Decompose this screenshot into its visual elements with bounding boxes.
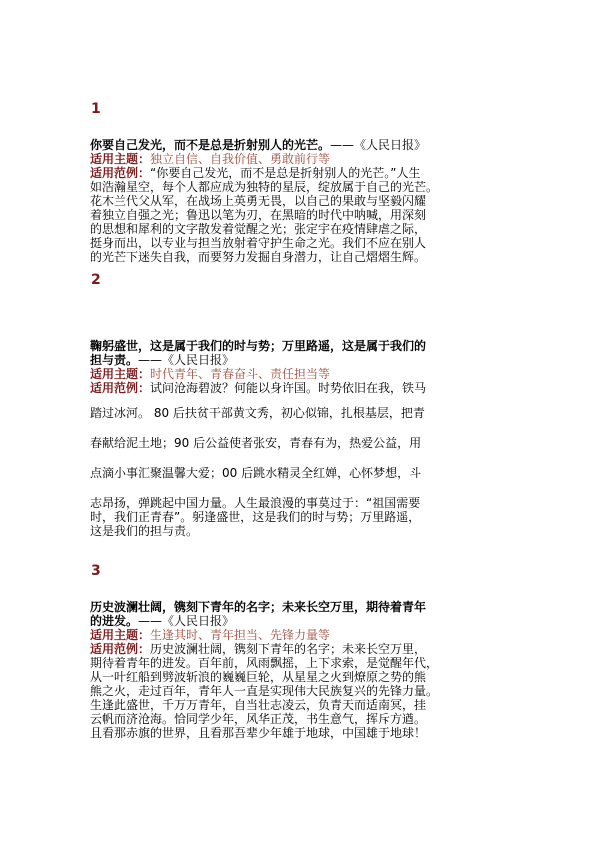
entry-number: 3 (91, 563, 101, 579)
example-line: 的光芒下迷失自我，而要努力发掘自身潜力，让自己熠熠生辉。 (90, 250, 427, 264)
quote-source: ——《人民日报》 (330, 138, 427, 152)
theme-label: 适用主题： (90, 628, 151, 642)
theme-line (90, 628, 515, 642)
example-line (90, 381, 515, 395)
example-line: 且看那赤旗的世界，且看那吾辈少年雄于地球，中国雄于地球！ (90, 726, 427, 740)
quote (90, 600, 515, 628)
quote (90, 339, 515, 367)
example-line: 挺身而出，以专业与担当放射着守护生命之光。我们不应在别人 (90, 236, 427, 250)
theme-value: 生逢其时、青年担当、先锋力量等 (150, 628, 331, 642)
theme-label: 适用主题： (90, 367, 151, 381)
entry-1 (90, 138, 515, 264)
theme-line (90, 152, 515, 166)
example-line: 期待着青年的进发。百年前，风雨飘摇，上下求索，是觉醒年代， (90, 656, 439, 670)
quote (90, 138, 515, 152)
entry-number: 2 (91, 272, 101, 288)
theme-label: 适用主题： (90, 152, 151, 166)
quote-source: ——《人民日报》 (138, 353, 235, 367)
quote-line: 鞠躬盛世，这是属于我们的时与势；万里路遥，这是属于我们的 (90, 339, 427, 353)
example-line: 如浩瀚星空，每个人都应成为独特的星辰，绽放属于自己的光芒。 (90, 180, 439, 194)
example-text: 历史波澜壮阔，镌刻下青年的名字；未来长空万里， (150, 642, 427, 656)
entry-number: 1 (91, 101, 101, 117)
example-line (90, 166, 515, 180)
quote-source: ——《人民日报》 (138, 614, 235, 628)
quote-line: 担与责。 (90, 353, 139, 367)
theme-value: 时代青年、青春奋斗、责任担当等 (150, 367, 331, 381)
example-label: 适用范例： (90, 166, 151, 180)
example-line: 花木兰代父从军，在战场上英勇无畏，以自己的果敢与坚毅闪耀 (90, 194, 427, 208)
example-line: 着独立自强之光；鲁迅以笔为刃，在黑暗的时代中呐喊，用深刻 (90, 208, 427, 222)
quote-line: 你要自己发光，而不是总是折射别人的光芒。 (90, 138, 331, 152)
example-line: 时，我们正青春”。躬逢盛世，这是我们的时与势；万里路遥， (90, 510, 421, 524)
example-line: 踏过冰河。 80 后扶贫干部黄文秀，初心似锦，扎根基层，把青 (90, 406, 425, 420)
quote-line: 历史波澜壮阔，镌刻下青年的名字；未来长空万里，期待着青年 (90, 600, 427, 614)
example-text: “你要自己发光，而不是总是折射别人的光芒。”人生 (150, 166, 421, 180)
quote-line: 的进发。 (90, 614, 139, 628)
example-line: 志昂扬，弹跳起中国力量。人生最浪漫的事莫过于：“祖国需要 (90, 496, 421, 510)
entry-2 (90, 339, 515, 538)
example-line (90, 642, 515, 656)
theme-value: 独立自信、自我价值、勇敢前行等 (150, 152, 331, 166)
example-line: 熊之火，走过百年，青年人一直是实现伟大民族复兴的先锋力量。 (90, 684, 439, 698)
example-line: 云帆而济沧海。恰同学少年，风华正茂，书生意气，挥斥方遒。 (90, 712, 427, 726)
example-line: 生逢此盛世，千万万青年，自当壮志凌云，负青天而适南冥，挂 (90, 698, 427, 712)
example-text: 试问沧海碧波？何能以身许国。时势依旧在我，铁马 (150, 381, 427, 395)
example-line: 春献给泥土地；90 后公益使者张安，青春有为，热爱公益，用 (90, 436, 422, 450)
theme-line (90, 367, 515, 381)
example-line: 从一叶红船到劈波斩浪的巍巍巨轮，从星星之火到燎原之势的熊 (90, 670, 427, 684)
entry-3 (90, 600, 515, 740)
example-line: 点滴小事汇聚温馨大爱；00 后跳水精灵全红婵，心怀梦想，斗 (90, 466, 422, 480)
example-line: 的思想和犀利的文字散发着觉醒之光；张定宇在疫情肆虐之际， (90, 222, 427, 236)
example-line: 这是我们的担与责。 (90, 524, 199, 538)
example-label: 适用范例： (90, 381, 151, 395)
example-label: 适用范例： (90, 642, 151, 656)
